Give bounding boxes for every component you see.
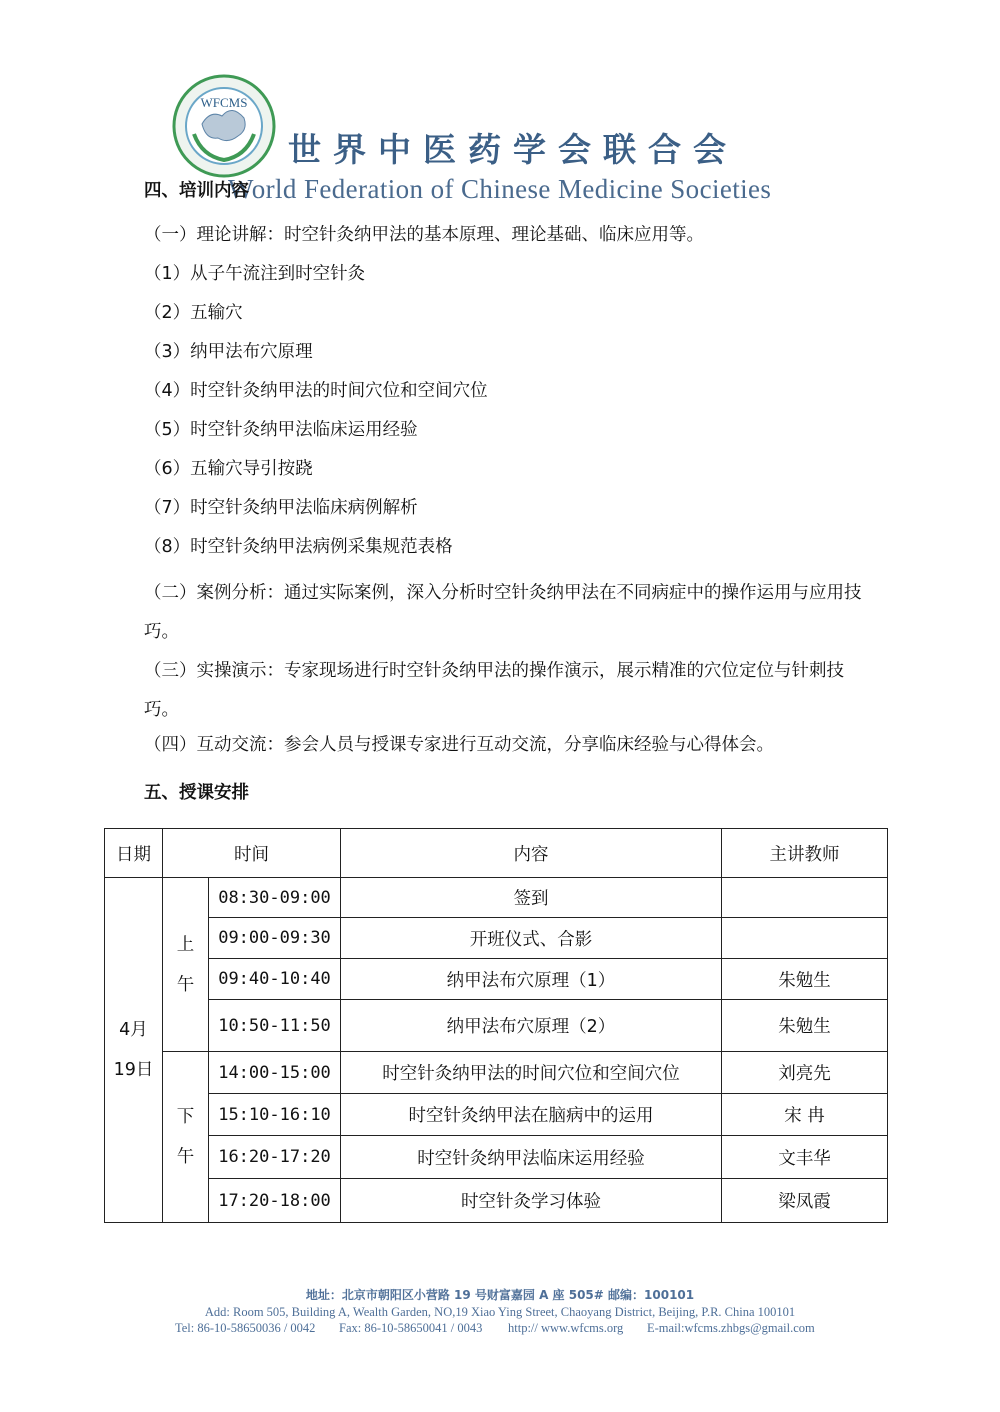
footer-website-link[interactable]: http:// www.wfcms.org bbox=[508, 1321, 624, 1335]
list-item: （4）时空针灸纳甲法的时间穴位和空间穴位 bbox=[144, 381, 488, 401]
content-cell: 开班仪式、合影 bbox=[341, 918, 722, 959]
content-cell: 时空针灸纳甲法临床运用经验 bbox=[341, 1136, 722, 1179]
content-cell: 纳甲法布穴原理（2） bbox=[341, 1000, 722, 1052]
org-name-cn: 世界中医药学会联合会 bbox=[288, 130, 738, 169]
exchange-paragraph: （四）互动交流：参会人员与授课专家进行互动交流，分享临床经验与心得体会。 bbox=[144, 735, 774, 755]
footer-email-link[interactable]: E-mail:wfcms.zhbgs@gmail.com bbox=[647, 1321, 815, 1335]
header-content: 内容 bbox=[341, 829, 722, 878]
table-row bbox=[105, 1000, 888, 1052]
header-date: 日期 bbox=[105, 829, 163, 878]
content-cell: 时空针灸学习体验 bbox=[341, 1179, 722, 1223]
svg-text:WFCMS: WFCMS bbox=[200, 95, 248, 110]
table-row bbox=[105, 878, 888, 918]
footer-contact-line bbox=[0, 1321, 1000, 1337]
content-cell: 签到 bbox=[341, 878, 722, 918]
table-row bbox=[105, 1136, 888, 1179]
list-item: （7）时空针灸纳甲法临床病例解析 bbox=[144, 498, 418, 518]
table-row bbox=[105, 1179, 888, 1223]
footer-address-cn: 地址：北京市朝阳区小营路 19 号财富嘉园 A 座 505# 邮编：100101 bbox=[305, 1288, 695, 1302]
time-cell: 15:10-16:10 bbox=[209, 1094, 341, 1136]
schedule-table bbox=[104, 828, 888, 1223]
list-item: （1）从子午流注到时空针灸 bbox=[144, 264, 366, 284]
header-teacher: 主讲教师 bbox=[722, 829, 888, 878]
footer-fax: Fax: 86-10-58650041 / 0043 bbox=[339, 1321, 483, 1335]
time-cell: 10:50-11:50 bbox=[209, 1000, 341, 1052]
list-item: （5）时空针灸纳甲法临床运用经验 bbox=[144, 420, 418, 440]
table-header-row bbox=[105, 829, 888, 878]
footer-tel: Tel: 86-10-58650036 / 0042 bbox=[175, 1321, 316, 1335]
teacher-cell bbox=[722, 918, 888, 959]
list-item: （2）五输穴 bbox=[144, 303, 243, 323]
list-item: （8）时空针灸纳甲法病例采集规范表格 bbox=[144, 537, 453, 557]
footer bbox=[0, 1286, 1000, 1337]
demo-paragraph: （三）实操演示：专家现场进行时空针灸纳甲法的操作演示，展示精准的穴位定位与针刺技巧。 bbox=[144, 661, 844, 720]
theory-paragraph: （一）理论讲解：时空针灸纳甲法的基本原理、理论基础、临床应用等。 bbox=[144, 225, 704, 245]
list-item: （3）纳甲法布穴原理 bbox=[144, 342, 313, 362]
time-cell: 17:20-18:00 bbox=[209, 1179, 341, 1223]
table-row bbox=[105, 959, 888, 1000]
case-analysis-paragraph: （二）案例分析：通过实际案例，深入分析时空针灸纳甲法在不同病症中的操作运用与应用技巧。 bbox=[144, 583, 862, 642]
content-cell: 时空针灸纳甲法的时间穴位和空间穴位 bbox=[341, 1052, 722, 1094]
teacher-cell: 朱勉生 bbox=[722, 1000, 888, 1052]
section5-heading: 五、授课安排 bbox=[144, 783, 249, 803]
teacher-cell: 文丰华 bbox=[722, 1136, 888, 1179]
table-row bbox=[105, 918, 888, 959]
table-row bbox=[105, 1094, 888, 1136]
content-cell: 纳甲法布穴原理（1） bbox=[341, 959, 722, 1000]
date-cell: 4月 19日 bbox=[105, 878, 163, 1223]
section4-heading: 四、培训内容 bbox=[144, 181, 249, 201]
time-cell: 16:20-17:20 bbox=[209, 1136, 341, 1179]
time-cell: 14:00-15:00 bbox=[209, 1052, 341, 1094]
afternoon-label: 下 午 bbox=[163, 1052, 209, 1223]
time-cell: 09:00-09:30 bbox=[209, 918, 341, 959]
teacher-cell: 梁凤霞 bbox=[722, 1179, 888, 1223]
org-name-en: World Federation of Chinese Medicine Societies bbox=[228, 174, 772, 204]
time-cell: 09:40-10:40 bbox=[209, 959, 341, 1000]
teacher-cell bbox=[722, 878, 888, 918]
table-row bbox=[105, 1052, 888, 1094]
wfcms-logo bbox=[172, 74, 276, 178]
teacher-cell: 朱勉生 bbox=[722, 959, 888, 1000]
teacher-cell: 刘亮先 bbox=[722, 1052, 888, 1094]
teacher-cell: 宋 冉 bbox=[722, 1094, 888, 1136]
header-time: 时间 bbox=[163, 829, 341, 878]
content-cell: 时空针灸纳甲法在脑病中的运用 bbox=[341, 1094, 722, 1136]
morning-label: 上 午 bbox=[163, 878, 209, 1052]
list-item: （6）五输穴导引按跷 bbox=[144, 459, 313, 479]
footer-address-en: Add: Room 505, Building A, Wealth Garden, NO,19 Xiao Ying Street, Chaoyang District, Beijing, P.R. China 100101 bbox=[204, 1305, 796, 1319]
time-cell: 08:30-09:00 bbox=[209, 878, 341, 918]
